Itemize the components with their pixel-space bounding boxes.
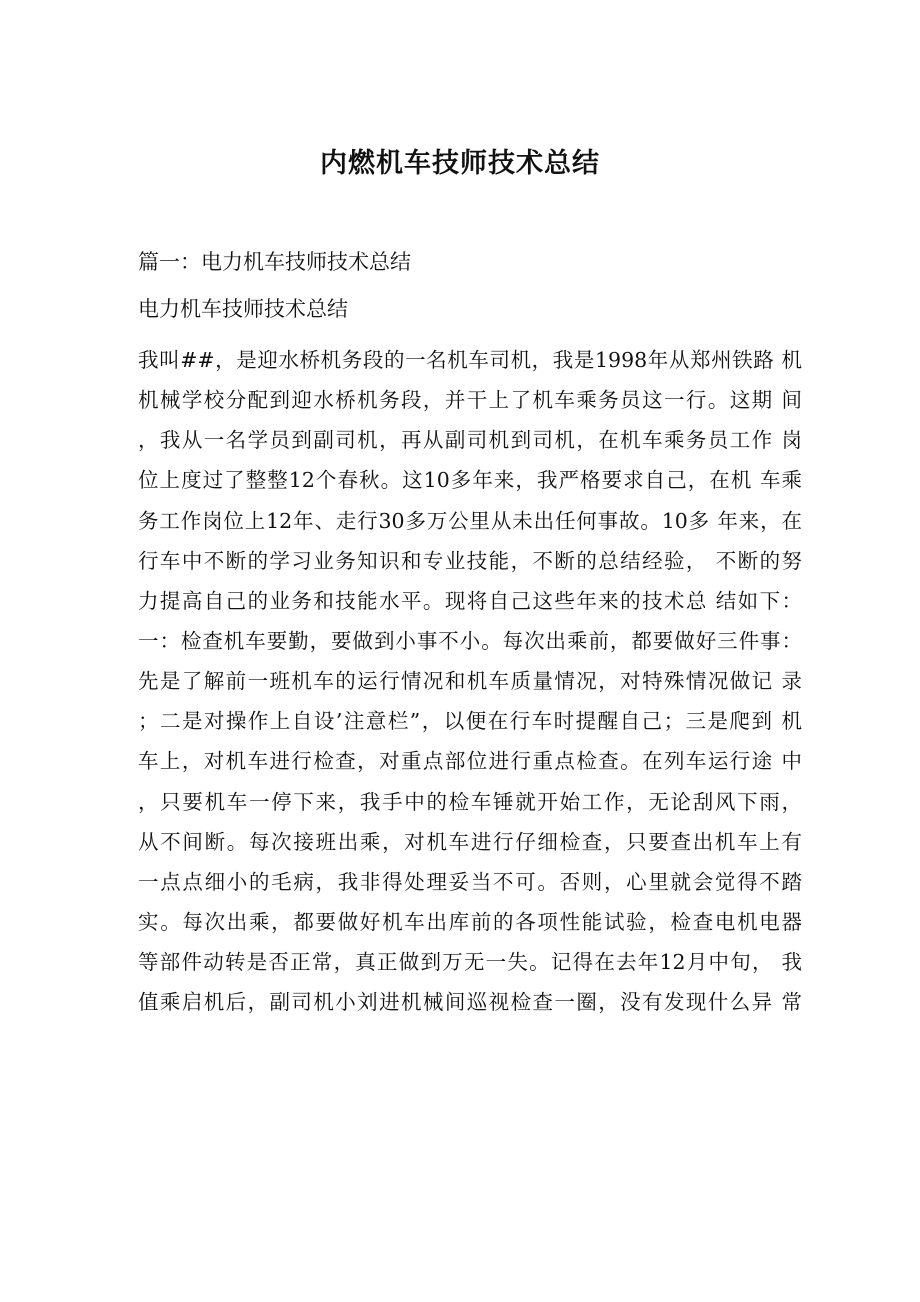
body-line: ；二是对操作上自设’注意栏”，以便在行车时提醒自己；三是爬到 机: [138, 709, 802, 734]
body-line: 机械学校分配到迎水桥机务段，并干上了机车乘务员这一行。这期 间: [138, 388, 802, 413]
body-line: ，只要机车一停下来，我手中的检车锤就开始工作，无论刮风下雨，: [138, 789, 802, 814]
body-line: 车上，对机车进行检查，对重点部位进行重点检查。在列车运行途 中: [138, 749, 802, 774]
section-heading: 篇一：电力机车技师技术总结: [138, 250, 411, 274]
body-text: [138, 340, 802, 1022]
sub-heading: 电力机车技师技术总结: [138, 297, 348, 321]
body-line: 先是了解前一班机车的运行情况和机车质量情况，对特殊情况做记 录: [138, 669, 802, 694]
body-line: 我叫##，是迎水桥机务段的一名机车司机，我是1998年从郑州铁路 机: [138, 348, 802, 372]
body-line: 一：检查机车要勤，要做到小事不小。每次出乘前，都要做好三件事：: [138, 628, 802, 653]
body-line: 从不间断。每次接班出乘，对机车进行仔细检查，只要查出机车上有: [138, 829, 802, 854]
body-line: 等部件动转是否正常，真正做到万无一失。记得在去年12月中旬， 我: [138, 950, 802, 975]
body-line: 位上度过了整整12个春秋。这10多年来，我严格要求自己，在机 车乘: [138, 468, 802, 493]
body-line: 行车中不断的学习业务知识和专业技能，不断的总结经验， 不断的努: [138, 548, 802, 573]
document-title: 内燃机车技师技术总结: [320, 148, 600, 179]
body-line: ，我从一名学员到副司机，再从副司机到司机，在机车乘务员工作 岗: [138, 428, 802, 453]
body-line: 务工作岗位上12年、走行30多万公里从未出任何事故。10多 年来，在: [138, 508, 802, 533]
body-line: 力提高自己的业务和技能水平。现将自己这些年来的技术总 结如下：: [138, 588, 802, 613]
body-line: 值乘启机后，副司机小刘进机械间巡视检查一圈，没有发现什么异 常: [138, 990, 802, 1015]
body-line: 一点点细小的毛病，我非得处理妥当不可。否则，心里就会觉得不踏: [138, 869, 802, 894]
body-line: 实。每次出乘，都要做好机车出库前的各项性能试验，检查电机电器: [138, 909, 802, 934]
